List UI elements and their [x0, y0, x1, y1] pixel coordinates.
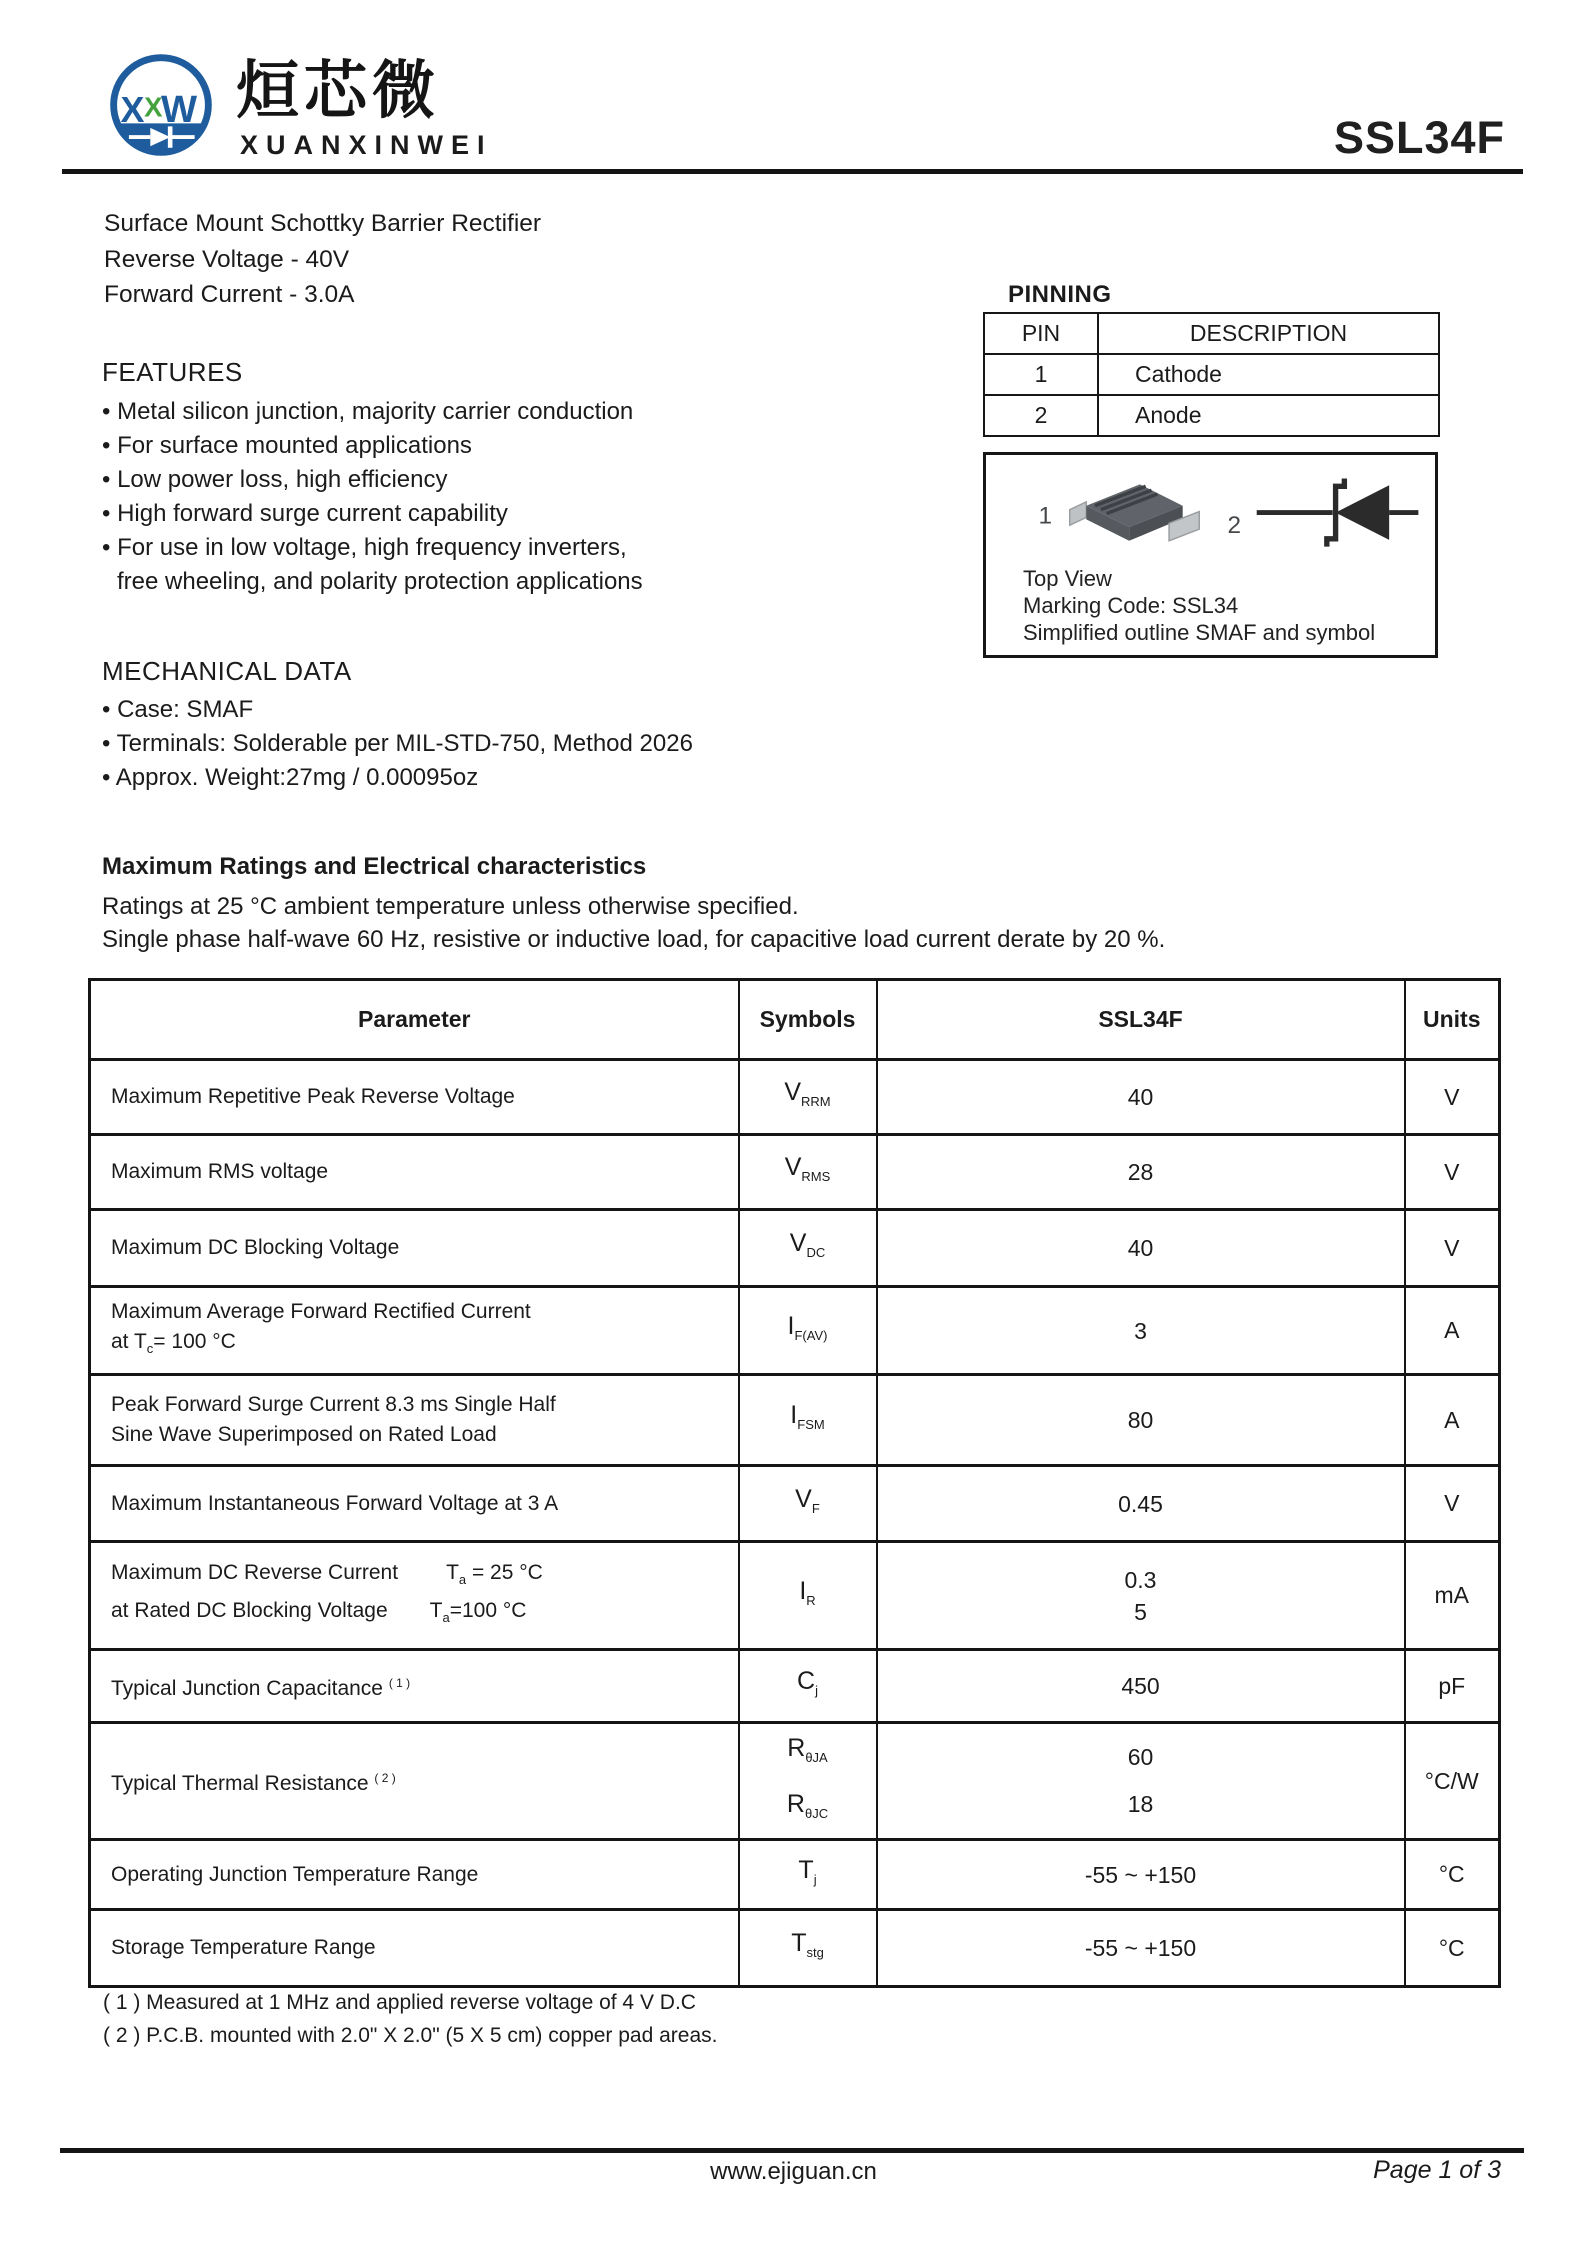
- symbol-cell: $V_{RMS}$: [739, 1135, 877, 1210]
- mechanical-item: • Case: SMAF: [102, 696, 254, 723]
- symbol-cell: $T_j$: [739, 1840, 877, 1910]
- pinning-title: PINNING: [1008, 281, 1112, 308]
- summary-line: Surface Mount Schottky Barrier Rectifier: [104, 210, 542, 237]
- features-heading: FEATURES: [102, 357, 243, 387]
- column-header: SSL34F: [877, 980, 1405, 1060]
- features-list: [102, 395, 643, 599]
- param-cell: Typical Junction Capacitance $^{( 1 )}$: [90, 1650, 739, 1723]
- package-outline-box: [983, 452, 1438, 658]
- units-cell: A: [1405, 1287, 1500, 1375]
- units-cell: °C/W: [1405, 1723, 1500, 1840]
- mechanical-item: • Approx. Weight:27mg / 0.00095oz: [102, 764, 479, 791]
- table-row: [90, 1650, 1500, 1723]
- feature-item: • Metal silicon junction, majority carrier conduction: [102, 398, 634, 425]
- package-body: [1086, 484, 1182, 540]
- symbol-cell: $V_{RRM}$: [739, 1060, 877, 1135]
- feature-item: free wheeling, and polarity protection applications: [117, 568, 643, 595]
- units-cell: °C: [1405, 1840, 1500, 1910]
- column-header: Parameter: [90, 980, 739, 1060]
- units-cell: pF: [1405, 1650, 1500, 1723]
- summary-block: [104, 206, 541, 313]
- summary-line: Forward Current - 3.0A: [104, 281, 355, 308]
- footnote: ( 2 ) P.C.B. mounted with 2.0" X 2.0" (5 X 5 cm) copper pad areas.: [103, 2024, 718, 2047]
- logo-letter-x2: X: [144, 91, 163, 123]
- param-cell: Maximum RMS voltage: [90, 1135, 739, 1210]
- ratings-note: Ratings at 25 °C ambient temperature unless otherwise specified.: [102, 893, 799, 920]
- units-cell: V: [1405, 1210, 1500, 1287]
- ratings-header-row: [90, 980, 1500, 1060]
- package-caption: [1023, 565, 1375, 646]
- description-header: DESCRIPTION: [1098, 313, 1439, 354]
- table-row: [90, 1542, 1500, 1650]
- table-row: [90, 1375, 1500, 1466]
- symbol-cell: $C_j$: [739, 1650, 877, 1723]
- footnotes: [103, 1986, 718, 2052]
- table-row: [90, 1840, 1500, 1910]
- pinning-header-row: [984, 313, 1439, 354]
- table-row: [90, 1287, 1500, 1375]
- table-row: [90, 1723, 1500, 1840]
- value-cell: 28: [877, 1135, 1405, 1210]
- package-caption-line: Marking Code: SSL34: [1023, 593, 1239, 618]
- value-cell: 0.45: [877, 1466, 1405, 1542]
- pin-row: [984, 395, 1439, 436]
- units-cell: mA: [1405, 1542, 1500, 1650]
- table-row: [90, 1135, 1500, 1210]
- table-row: [90, 1910, 1500, 1987]
- company-logo: [106, 50, 216, 160]
- value-cell: 0.3 5: [877, 1542, 1405, 1650]
- pin-number: 1: [984, 354, 1098, 395]
- table-row: [90, 1210, 1500, 1287]
- ratings-note: Single phase half-wave 60 Hz, resistive or inductive load, for capacitive load current derate by 20 %.: [102, 926, 1166, 953]
- part-number: SSL34F: [1333, 112, 1505, 163]
- company-name-en: XUANXINWEI: [240, 130, 493, 160]
- symbol-cell: $T_{stg}$: [739, 1910, 877, 1987]
- ratings-heading: Maximum Ratings and Electrical characteristics: [102, 853, 647, 880]
- footer-website: www.ejiguan.cn: [710, 2158, 877, 2185]
- logo-letter-x1: X: [120, 89, 145, 130]
- param-cell: Typical Thermal Resistance $^{( 2 )}$: [90, 1723, 739, 1840]
- param-cell: Storage Temperature Range: [90, 1910, 739, 1987]
- units-cell: V: [1405, 1466, 1500, 1542]
- pin-description: Cathode: [1098, 354, 1439, 395]
- pin-row: [984, 354, 1439, 395]
- pin-header: PIN: [984, 313, 1098, 354]
- param-cell: Peak Forward Surge Current 8.3 ms Single Half Sine Wave Superimposed on Rated Load: [90, 1375, 739, 1466]
- mechanical-heading: MECHANICAL DATA: [102, 656, 352, 686]
- column-header: Units: [1405, 980, 1500, 1060]
- summary-line: Reverse Voltage - 40V: [104, 245, 350, 273]
- param-cell: Maximum Instantaneous Forward Voltage at 3 A: [90, 1466, 739, 1542]
- logo-letter-w: W: [161, 87, 198, 131]
- header-rule: [62, 169, 1523, 174]
- pin-description: Anode: [1098, 395, 1439, 436]
- feature-item: • For use in low voltage, high frequency inverters,: [102, 534, 627, 561]
- value-cell: 40: [877, 1060, 1405, 1135]
- param-cell: Maximum DC Blocking Voltage: [90, 1210, 739, 1287]
- pin-number: 2: [984, 395, 1098, 436]
- units-cell: V: [1405, 1135, 1500, 1210]
- pinning-table: [983, 312, 1440, 437]
- footnote: ( 1 ) Measured at 1 MHz and applied reverse voltage of 4 V D.C: [103, 1991, 696, 2014]
- feature-item: • High forward surge current capability: [102, 500, 508, 527]
- units-cell: V: [1405, 1060, 1500, 1135]
- table-row: [90, 1466, 1500, 1542]
- symbol-cell: $I_{FSM}$: [739, 1375, 877, 1466]
- package-drawing: [986, 459, 1431, 571]
- table-row: [90, 1060, 1500, 1135]
- value-cell: 60 18: [877, 1723, 1405, 1840]
- param-cell: Operating Junction Temperature Range: [90, 1840, 739, 1910]
- symbol-cell: $I_{F(AV)}$: [739, 1287, 877, 1375]
- package-caption-line: Simplified outline SMAF and symbol: [1023, 620, 1376, 645]
- param-cell: Maximum DC Reverse Current $T_a = 25$ °C at Rated DC Blocking Voltage $T_a=100$ °C: [90, 1542, 739, 1650]
- value-cell: 40: [877, 1210, 1405, 1287]
- symbol-cell: $R_{\theta JA}$ $R_{\theta JC}$: [739, 1723, 877, 1840]
- company-name-cn: 烜芯微: [236, 56, 440, 126]
- units-cell: °C: [1405, 1910, 1500, 1987]
- value-cell: 3: [877, 1287, 1405, 1375]
- symbol-cell: $V_F$: [739, 1466, 877, 1542]
- value-cell: -55 ~ +150: [877, 1910, 1405, 1987]
- schottky-diode-symbol-icon: [1257, 478, 1419, 546]
- value-cell: 450: [877, 1650, 1405, 1723]
- symbol-cell: $V_{DC}$: [739, 1210, 877, 1287]
- mechanical-item: • Terminals: Solderable per MIL-STD-750, Method 2026: [102, 730, 693, 757]
- package-caption-line: Top View: [1023, 566, 1112, 591]
- footer-page-number: Page 1 of 3: [1373, 2156, 1501, 2184]
- param-cell: Maximum Repetitive Peak Reverse Voltage: [90, 1060, 739, 1135]
- pin1-label: 1: [1038, 502, 1053, 530]
- mechanical-list: [102, 693, 693, 795]
- pin2-label: 2: [1227, 512, 1242, 540]
- column-header: Symbols: [739, 980, 877, 1060]
- symbol-cell: $I_R$: [739, 1542, 877, 1650]
- value-cell: -55 ~ +150: [877, 1840, 1405, 1910]
- value-cell: 80: [877, 1375, 1405, 1466]
- ratings-table: [88, 978, 1501, 1988]
- feature-item: • For surface mounted applications: [102, 432, 472, 459]
- footer-rule: [60, 2148, 1524, 2153]
- package-lead-left: [1070, 502, 1087, 525]
- units-cell: A: [1405, 1375, 1500, 1466]
- feature-item: • Low power loss, high efficiency: [102, 466, 448, 493]
- param-cell: Maximum Average Forward Rectified Current at $T_c= 100$ °C: [90, 1287, 739, 1375]
